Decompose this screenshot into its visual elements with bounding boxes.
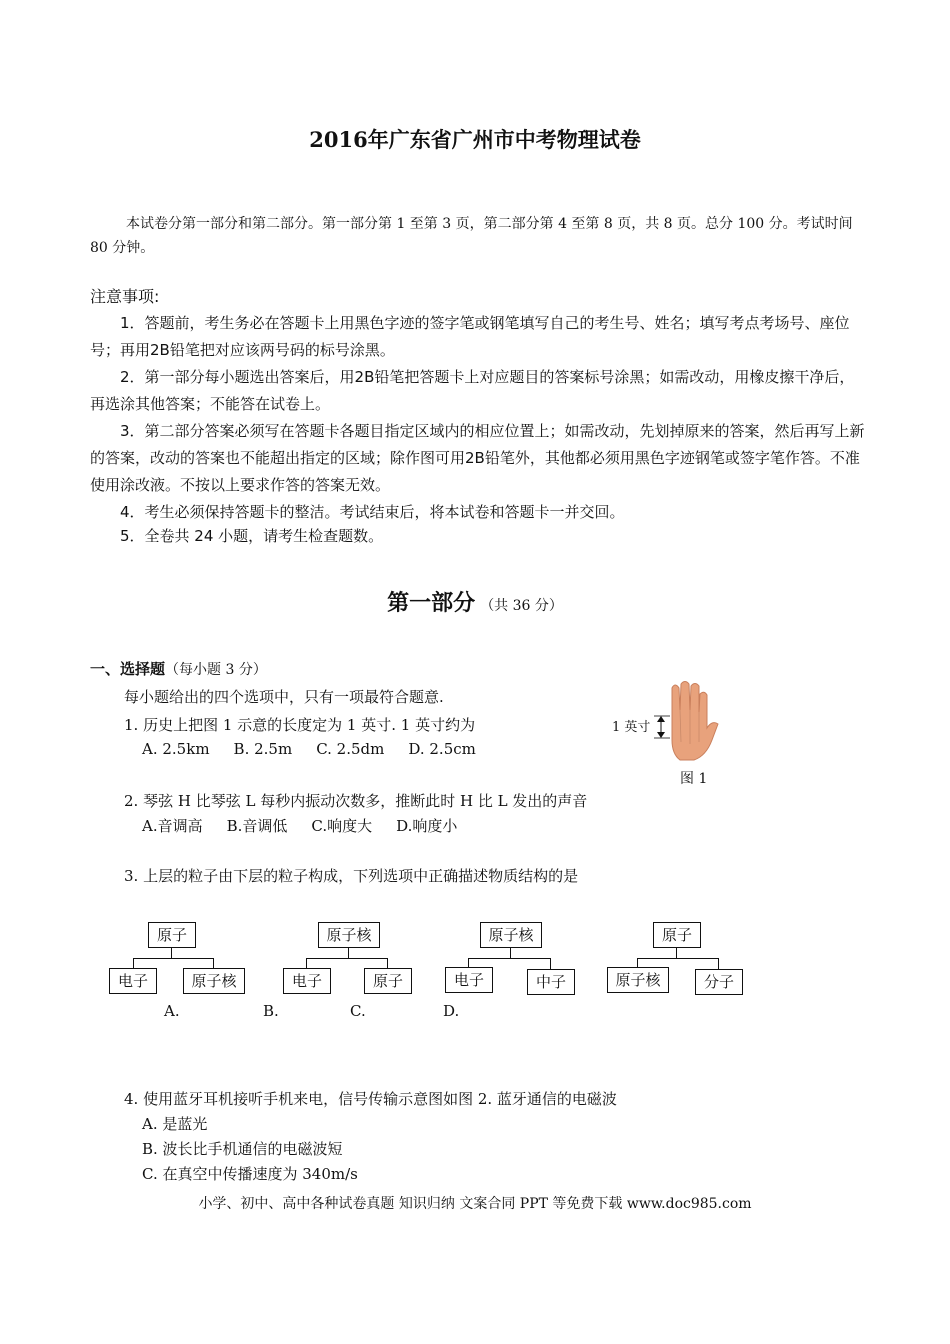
question-4-text: 4. 使用蓝牙耳机接听手机来电，信号传输示意图如图 2. 蓝牙通信的电磁波 [124, 1090, 617, 1108]
question-2-text: 2. 琴弦 H 比琴弦 L 每秒内振动次数多，推断此时 H 比 L 发出的声音 [124, 792, 588, 810]
diagram-b-right: 原子 [364, 968, 412, 994]
option: B. 2.5m [233, 740, 293, 758]
diagram-b-label: B. [263, 1002, 279, 1020]
note-item-5: 5．全卷共 24 小题，请考生检查题数。 [120, 527, 384, 545]
note-item-1: 1．答题前，考生务必在答题卡上用黑色字迹的签字笔或钢笔填写自己的考生号、姓名；填写考点考场号、座位号；再用2B铅笔把对应该两号码的标号涂黑。 [90, 314, 850, 359]
diagram-a-label: A. [164, 1002, 180, 1020]
diagram-d-right: 分子 [695, 969, 743, 995]
question-1-text: 1. 历史上把图 1 示意的长度定为 1 英寸. 1 英寸约为 [124, 716, 476, 734]
option: D.响度小 [396, 817, 458, 835]
part-one-title [0, 586, 950, 617]
figure-1-caption: 图 1 [680, 771, 708, 787]
diagram-b-left: 电子 [283, 968, 331, 994]
diagram-a-right: 原子核 [183, 968, 245, 994]
diagram-c-left: 电子 [445, 967, 493, 993]
question-2-options [142, 815, 481, 836]
note-item-4: 4．考生必须保持答题卡的整洁。考试结束后，将本试卷和答题卡一并交回。 [120, 503, 625, 521]
diagram-a-top: 原子 [148, 922, 196, 948]
option: D. 2.5cm [408, 740, 476, 758]
option: B.音调低 [226, 817, 288, 835]
option: C.响度大 [311, 817, 373, 835]
question-4-option-a: A. 是蓝光 [142, 1115, 208, 1133]
note-item-2: 2．第一部分每小题选出答案后，用2B铅笔把答题卡上对应题目的答案标号涂黑；如需改动，用橡皮擦干净后，再选涂其他答案；不能答在试卷上。 [90, 368, 855, 413]
note-item-3: 3．第二部分答案必须写在答题卡各题目指定区域内的相应位置上；如需改动，先划掉原来的答案，然后再写上新的答案，改动的答案也不能超出指定的区域；除作图可用2B铅笔外，其他都必须用黑色字迹钢笔或签字笔作答。不准使用涂改液。不按以上要求作答的答案无效。 [90, 422, 865, 494]
section-heading-note: （每小题 3 分） [165, 662, 267, 678]
section-instruction: 每小题给出的四个选项中，只有一项最符合题意. [124, 688, 444, 706]
part-one-label: 第一部分 [387, 590, 476, 616]
intro-paragraph: 本试卷分第一部分和第二部分。第一部分第 1 至第 3 页，第二部分第 4 至第 8 页，共 8 页。总分 100 分。考试时间 80 分钟。 [90, 216, 853, 256]
figure-1-inch-label: 1 英寸 [612, 720, 651, 735]
question-1-options [142, 740, 500, 758]
diagram-b-top: 原子核 [318, 922, 380, 948]
part-one-score: （共 36 分） [480, 598, 563, 614]
page-footer: 小学、初中、高中各种试卷真题 知识归纳 文案合同 PPT 等免费下载 www.doc985.com [198, 1196, 752, 1212]
option: C. 2.5dm [316, 740, 385, 758]
section-heading [90, 658, 267, 679]
diagram-d-left: 原子核 [607, 967, 669, 993]
diagram-c-top: 原子核 [480, 922, 542, 948]
diagram-d-label: D. [443, 1002, 460, 1020]
question-4-option-c: C. 在真空中传播速度为 340m/s [142, 1165, 358, 1183]
page-title: 2016年广东省广州市中考物理试卷 [309, 127, 641, 152]
diagram-a-left: 电子 [109, 968, 157, 994]
diagram-d-top: 原子 [653, 922, 701, 948]
notes-heading: 注意事项: [90, 287, 160, 306]
diagram-c-right: 中子 [527, 969, 575, 995]
option: A. 2.5km [142, 740, 210, 758]
question-3-text: 3. 上层的粒子由下层的粒子构成，下列选项中正确描述物质结构的是 [124, 867, 579, 885]
diagram-c-label: C. [350, 1002, 366, 1020]
hand-figure [650, 680, 730, 762]
option: A.音调高 [142, 817, 203, 835]
section-heading-title: 一、选择题 [90, 660, 166, 678]
question-4-option-b: B. 波长比手机通信的电磁波短 [142, 1140, 343, 1158]
